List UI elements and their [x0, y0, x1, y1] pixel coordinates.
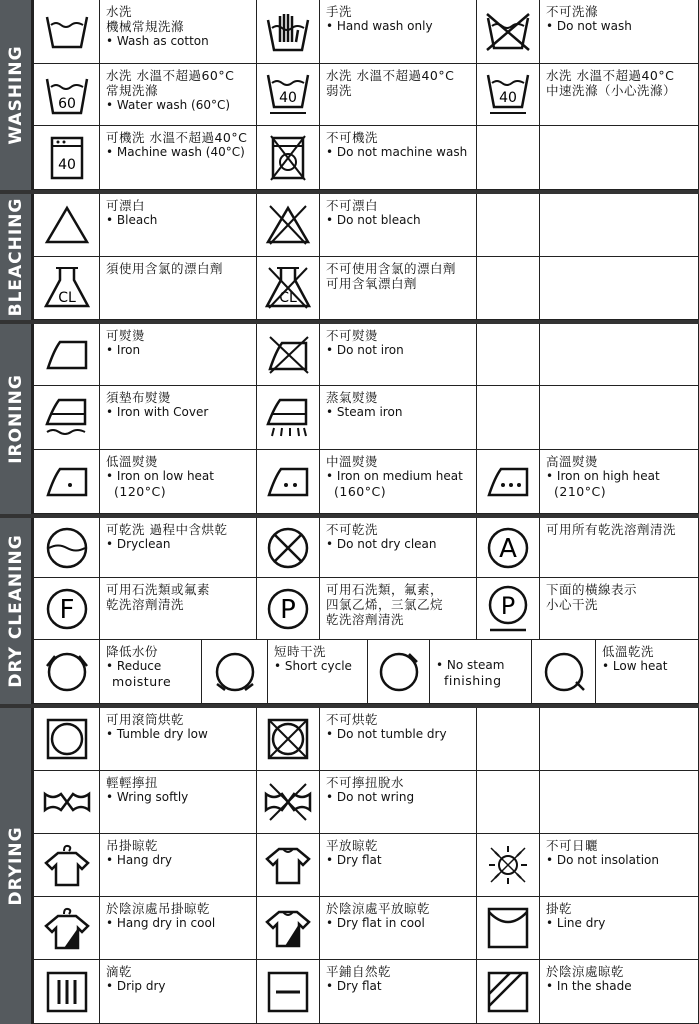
drying-label-text: DRYING [5, 826, 26, 906]
bleaching-label [0, 194, 34, 320]
zh-text: 於陰涼處晾乾 [546, 964, 625, 979]
en-text: finishing [444, 673, 502, 688]
machine-wash-icon [34, 126, 100, 190]
empty-icon-cell [477, 324, 540, 386]
en-text: moisture [112, 674, 172, 689]
zh-text: 蒸氣熨燙 [326, 390, 379, 405]
dryclean-icon [34, 518, 100, 578]
zh-text: 常規洗滌 [106, 83, 159, 98]
zh-text: 可用石洗類或氟素 [106, 582, 211, 597]
ironing-cell-text [320, 450, 477, 514]
zh-text: 高溫熨燙 [546, 454, 599, 469]
zh-text: 輕輕擰扭 [106, 775, 159, 790]
zh-text: 可用滾筒烘乾 [106, 712, 185, 727]
drying-cell-text [320, 771, 477, 834]
zh-text: 須墊布熨燙 [106, 390, 172, 405]
washing-grid [34, 0, 699, 190]
washing-cell-text [100, 64, 257, 126]
hang-dry-icon [34, 834, 100, 897]
zh-text: 手洗 [326, 4, 353, 19]
ironing-cell-text [100, 386, 257, 450]
en-text: • Hand wash only [326, 19, 470, 34]
zh-text: 低溫乾洗 [602, 644, 655, 659]
zh-text: 須使用含氯的漂白劑 [106, 261, 224, 276]
en-text: • Do not machine wash [326, 145, 470, 160]
zh-text: 下面的橫線表示 [546, 582, 638, 597]
en-text: • Dry flat [326, 979, 470, 994]
en-text: • Low heat [602, 659, 692, 674]
bleaching-section [0, 194, 699, 320]
dryclean-f-icon [34, 578, 100, 640]
svg-text:A: A [499, 533, 517, 564]
drying-cell-text [100, 834, 257, 897]
zh-text: 四氯乙烯，三氯乙烷 [326, 597, 444, 612]
zh-text: 水洗 水溫不超過60°C [106, 68, 235, 83]
svg-text:CL: CL [279, 290, 297, 306]
ironing-cell-text [100, 324, 257, 386]
en-text: (210°C) [554, 484, 607, 499]
zh-text: 掛乾 [546, 901, 573, 916]
dry-flat-shirt-icon [257, 834, 320, 897]
zh-text: 於陰涼處吊掛晾乾 [106, 901, 211, 916]
zh-text: 短時干洗 [274, 644, 327, 659]
en-text: • Water wash (60°C) [106, 98, 250, 113]
line-dry-icon [477, 897, 540, 960]
ironing-label [0, 324, 34, 514]
zh-text: 可漂白 [106, 198, 146, 213]
washing-cell-text [540, 64, 699, 126]
drying-cell-text [320, 834, 477, 897]
en-text: • Iron with Cover [106, 405, 250, 420]
zh-text: 不可烘乾 [326, 712, 379, 727]
dry-cleaning-cell-text [100, 518, 257, 578]
ironing-cell-text [100, 450, 257, 514]
empty-icon-cell [477, 257, 540, 320]
short-cycle-icon [202, 640, 268, 704]
no-tumble-dry-icon [257, 708, 320, 771]
dryclean-p-icon [257, 578, 320, 640]
zh-text: 可熨燙 [106, 328, 146, 343]
dryclean-p-gentle-icon [477, 578, 540, 640]
no-chlorine-bleach-icon [257, 257, 320, 320]
do-not-wash-icon [477, 0, 540, 64]
empty-icon-cell [477, 386, 540, 450]
zh-text: 平放晾乾 [326, 838, 379, 853]
en-text: • Iron [106, 343, 250, 358]
no-bleach-icon [257, 194, 320, 257]
drying-cell-text [100, 771, 257, 834]
svg-text:P: P [500, 591, 516, 620]
en-text: • Iron on high heat [546, 469, 692, 484]
washtub-icon [34, 0, 100, 64]
empty-text-cell [540, 386, 699, 450]
washing-cell-text [100, 0, 257, 64]
en-text: • Bleach [106, 213, 250, 228]
zh-text: 可用石洗類，氟素， [326, 582, 444, 597]
zh-text: 不可使用含氯的漂白劑 [326, 261, 457, 276]
zh-text: 不可乾洗 [326, 522, 379, 537]
chlorine-bleach-icon [34, 257, 100, 320]
empty-text-cell [540, 194, 699, 257]
iron-icon [34, 324, 100, 386]
hang-dry-cool-icon [34, 897, 100, 960]
en-text: • Hang dry in cool [106, 916, 250, 931]
washing-cell-text [320, 0, 477, 64]
empty-text-cell [540, 708, 699, 771]
zh-text: 不可洗滌 [546, 4, 599, 19]
en-text: • Do not bleach [326, 213, 470, 228]
en-text: • Do not dry clean [326, 537, 470, 552]
zh-text: 可乾洗 過程中含烘乾 [106, 522, 228, 537]
en-text: • Dryclean [106, 537, 250, 552]
en-text: • Wash as cotton [106, 34, 250, 49]
zh-text: 小心干洗 [546, 597, 599, 612]
wash-40-medium-icon [477, 64, 540, 126]
no-sun-icon [477, 834, 540, 897]
no-machine-wash-icon [257, 126, 320, 190]
empty-text-cell [540, 771, 699, 834]
ironing-cell-text [540, 450, 699, 514]
empty-icon-cell [477, 126, 540, 190]
zh-text: 水洗 [106, 4, 133, 19]
svg-text:F: F [59, 594, 74, 625]
tumble-dry-icon [34, 708, 100, 771]
zh-text: 滴乾 [106, 964, 133, 979]
zh-text: 可用含氧漂白劑 [326, 276, 418, 291]
zh-text: 不可擰扭脫水 [326, 775, 405, 790]
svg-text:40: 40 [499, 89, 517, 106]
empty-text-cell [540, 126, 699, 190]
drying-section [0, 708, 699, 1024]
ironing-grid [34, 324, 699, 514]
no-steam-icon [368, 640, 430, 704]
drying-grid [34, 708, 699, 1024]
en-text: (120°C) [114, 484, 167, 499]
zh-text: 可用所有乾洗溶劑清洗 [546, 522, 677, 537]
iron-cover-icon [34, 386, 100, 450]
iron-high-icon [477, 450, 540, 514]
en-text: • No steam [436, 658, 525, 673]
dry-cleaning-cell-text [100, 578, 257, 640]
en-text: • Hang dry [106, 853, 250, 868]
en-text: • Machine wash (40°C) [106, 145, 250, 160]
empty-text-cell [540, 257, 699, 320]
dry-cleaning-label [0, 518, 34, 704]
hand-wash-icon [257, 0, 320, 64]
low-heat-dryclean-icon [532, 640, 596, 704]
dry-cleaning-cell-text [320, 578, 477, 640]
svg-text:40: 40 [57, 156, 76, 173]
bleaching-cell-text [100, 194, 257, 257]
drying-label [0, 708, 34, 1024]
zh-text: 中速洗滌（小心洗滌） [546, 83, 677, 98]
ironing-section [0, 324, 699, 514]
zh-text: 不可熨燙 [326, 328, 379, 343]
svg-text:P: P [280, 594, 296, 625]
bleaching-grid [34, 194, 699, 320]
bleaching-cell-text [100, 257, 257, 320]
en-text: • Do not iron [326, 343, 470, 358]
washing-section [0, 0, 699, 190]
zh-text: 水洗 水溫不超過40°C [326, 68, 455, 83]
zh-text: 不可漂白 [326, 198, 379, 213]
drying-cell-text [540, 897, 699, 960]
en-text: • In the shade [546, 979, 692, 994]
dry-cleaning-cell-text [540, 518, 699, 578]
en-text: • Short cycle [274, 659, 361, 674]
svg-text:40: 40 [279, 89, 297, 106]
bleaching-label-text: BLEACHING [5, 197, 26, 317]
drying-cell-text [100, 897, 257, 960]
dry-cleaning-cell-text [430, 640, 532, 704]
dry-cleaning-label-text: DRY CLEANING [5, 534, 26, 688]
drying-cell-text [320, 897, 477, 960]
wring-icon [34, 771, 100, 834]
no-dryclean-icon [257, 518, 320, 578]
washing-cell-text [100, 126, 257, 190]
steam-iron-icon [257, 386, 320, 450]
en-text: • Iron on low heat [106, 469, 250, 484]
dry-cleaning-cell-text [540, 578, 699, 640]
drying-cell-text [100, 708, 257, 771]
drying-cell-text [540, 960, 699, 1024]
svg-text:60: 60 [57, 95, 76, 112]
empty-icon-cell [477, 708, 540, 771]
dryclean-a-icon [477, 518, 540, 578]
wash-40-gentle-icon [257, 64, 320, 126]
drying-cell-text [540, 834, 699, 897]
dry-cleaning-cell-text [596, 640, 699, 704]
zh-text: 於陰涼處平放晾乾 [326, 901, 431, 916]
dry-cleaning-cell-text [320, 518, 477, 578]
zh-text: 降低水份 [106, 644, 159, 659]
en-text: • Dry flat in cool [326, 916, 470, 931]
ironing-cell-text [320, 386, 477, 450]
dry-cleaning-section [0, 518, 699, 704]
empty-icon-cell [477, 194, 540, 257]
en-text: • Drip dry [106, 979, 250, 994]
dry-cleaning-grid [34, 518, 699, 704]
zh-text: 乾洗溶劑清洗 [326, 612, 405, 627]
en-text: (160°C) [334, 484, 387, 499]
iron-low-icon [34, 450, 100, 514]
no-wring-icon [257, 771, 320, 834]
washing-label [0, 0, 34, 190]
bleaching-cell-text [320, 194, 477, 257]
bleaching-cell-text [320, 257, 477, 320]
drying-cell-text [100, 960, 257, 1024]
dry-cleaning-cell-text [268, 640, 368, 704]
washing-cell-text [320, 126, 477, 190]
en-text: • Wring softly [106, 790, 250, 805]
en-text: • Do not tumble dry [326, 727, 470, 742]
iron-medium-icon [257, 450, 320, 514]
dry-cleaning-cell-text [100, 640, 202, 704]
zh-text: 水洗 水溫不超過40°C [546, 68, 675, 83]
washing-cell-text [540, 0, 699, 64]
drip-dry-icon [34, 960, 100, 1024]
en-text: • Reduce [106, 659, 195, 674]
empty-icon-cell [477, 771, 540, 834]
zh-text: 吊掛晾乾 [106, 838, 159, 853]
en-text: • Tumble dry low [106, 727, 250, 742]
en-text: • Do not wring [326, 790, 470, 805]
bleach-triangle-icon [34, 194, 100, 257]
en-text: • Do not wash [546, 19, 692, 34]
zh-text: 不可日曬 [546, 838, 599, 853]
ironing-label-text: IRONING [5, 374, 26, 464]
no-iron-icon [257, 324, 320, 386]
zh-text: 平鋪自然乾 [326, 964, 392, 979]
zh-text: 中溫熨燙 [326, 454, 379, 469]
en-text: • Line dry [546, 916, 692, 931]
washing-cell-text [320, 64, 477, 126]
svg-text:CL: CL [57, 290, 76, 306]
washing-label-text: WASHING [5, 45, 26, 145]
zh-text: 弱洗 [326, 83, 353, 98]
wash-60-icon [34, 64, 100, 126]
zh-text: 可機洗 水溫不超過40°C [106, 130, 248, 145]
ironing-cell-text [320, 324, 477, 386]
empty-text-cell [540, 324, 699, 386]
en-text: • Dry flat [326, 853, 470, 868]
dry-flat-icon [257, 960, 320, 1024]
reduce-moisture-icon [34, 640, 100, 704]
dry-flat-cool-icon [257, 897, 320, 960]
drying-cell-text [320, 708, 477, 771]
zh-text: 不可機洗 [326, 130, 379, 145]
en-text: • Iron on medium heat [326, 469, 470, 484]
en-text: • Steam iron [326, 405, 470, 420]
zh-text: 乾洗溶劑清洗 [106, 597, 185, 612]
zh-text: 低溫熨燙 [106, 454, 159, 469]
zh-text: 機械常規洗滌 [106, 19, 185, 34]
drying-cell-text [320, 960, 477, 1024]
en-text: • Do not insolation [546, 853, 692, 868]
shade-dry-icon [477, 960, 540, 1024]
